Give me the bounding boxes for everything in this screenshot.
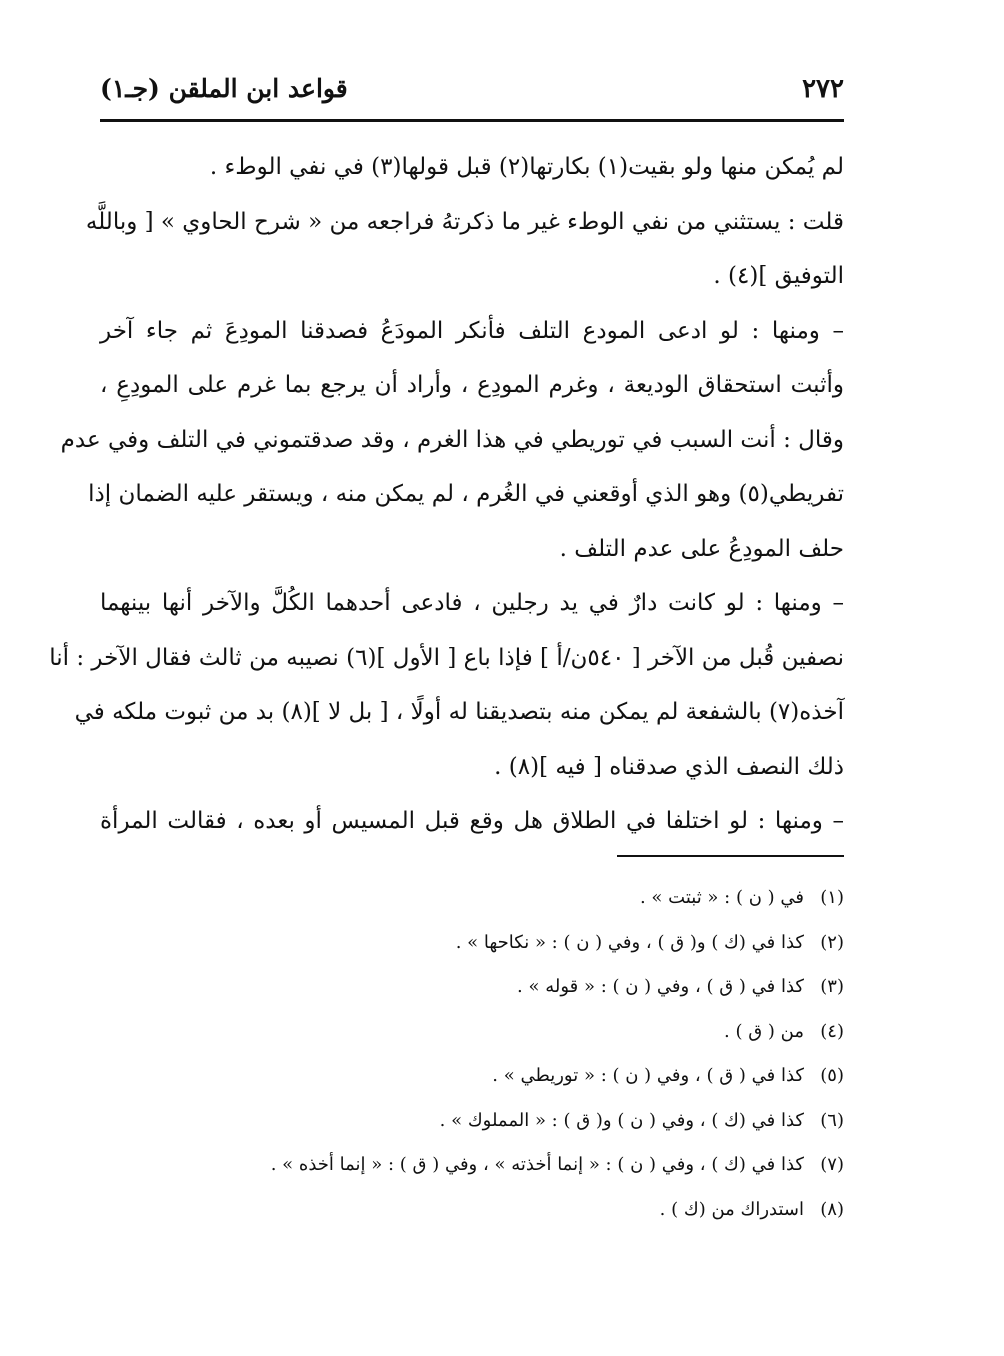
text-line: – ومنها : لو ادعى المودع التلف فأنكر المودَعُ فصدقنا المودِعَ ثم جاء آخر — [100, 317, 844, 344]
header-divider — [100, 119, 844, 122]
footnote — [100, 1010, 844, 1055]
footnote-number: (٢) — [820, 931, 844, 953]
text-line: وأثبت استحقاق الوديعة ، وغرم المودِع ، وأراد أن يرجع بما غرم على المودِعِ ، — [100, 372, 844, 398]
page-number: ٢٧٢ — [802, 74, 844, 104]
footnotes — [100, 876, 844, 1232]
footnote-text: كذا في (ك ) ، وفي ( ن ) : « إنما أخذته » ، وفي ( ق ) : « إنما أخذه » . — [270, 1154, 804, 1175]
footnote — [100, 1143, 844, 1188]
text-line: حلف المودِعُ على عدم التلف . — [559, 535, 844, 562]
footnote — [100, 876, 844, 921]
footnote-number: (٣) — [820, 976, 844, 997]
footnote-text: كذا في (ك ) و( ق ) ، وفي ( ن ) : « نكاحها » . — [455, 931, 804, 953]
footnote — [100, 921, 844, 966]
footnote-number: (١) — [820, 887, 844, 908]
footnote — [100, 1188, 844, 1233]
text-line: تفريطي(٥) وهو الذي أوقعني في الغُرم ، لم يمكن منه ، ويستقر عليه الضمان إذا — [88, 481, 844, 507]
main-text — [49, 140, 844, 849]
footnote-text: استدراك من (ك ) . — [659, 1198, 804, 1220]
footnote — [100, 1099, 844, 1144]
footnote — [100, 965, 844, 1010]
footnote-text: كذا في (ك ) ، وفي ( ن ) و( ق ) : « المملوك » . — [439, 1109, 804, 1131]
text-line: – ومنها : لو كانت دارٌ في يد رجلين ، فادعى أحدهما الكُلَّ والآخر أنها بينهما — [100, 590, 844, 616]
text-line: آخذه(٧) بالشفعة لم يمكن منه بتصديقنا له أولًا ، [ بل لا ](٨) بد من ثبوت ملكه في — [74, 699, 844, 725]
text-line: لم يُمكن منها ولو بقيت(١) بكارتها(٢) قبل قولها(٣) في نفي الوطء . — [209, 154, 844, 180]
footnote-text: من ( ق ) . — [724, 1020, 804, 1042]
footnote-number: (٤) — [820, 1020, 844, 1042]
running-title: قواعد ابن الملقن (جـ١) — [100, 74, 348, 103]
footnote-text: كذا في ( ق ) ، وفي ( ن ) : « توريطي » . — [492, 1065, 804, 1086]
page-header — [100, 72, 844, 120]
footnote-text: كذا في ( ق ) ، وفي ( ن ) : « قوله » . — [517, 976, 804, 997]
footnote-text: في ( ن ) : « ثبتت » . — [639, 887, 804, 908]
text-line: ذلك النصف الذي صدقناه [ فيه ](٨) . — [494, 753, 844, 780]
text-line: – ومنها : لو اختلفا في الطلاق هل وقع قبل المسيس أو بعده ، فقالت المرأة — [100, 808, 844, 834]
text-line: قلت : يستثني من نفي الوطء غير ما ذكرتهُ فراجعه من « شرح الحاوي » [ وباللَّه — [85, 208, 844, 235]
text-line: وقال : أنت السبب في توريطي في هذا الغرم ، وقد صدقتموني في التلف وفي عدم — [60, 426, 844, 453]
footnote-number: (٦) — [820, 1109, 844, 1131]
footnote-divider — [617, 855, 844, 857]
footnote-number: (٧) — [820, 1154, 844, 1175]
footnote-number: (٨) — [820, 1198, 844, 1220]
text-line: نصفين قُبل من الآخر [ ٥٤٠ن/أ ] فإذا باع [ الأول ](٦) نصيبه من ثالث فقال الآخر : أنا — [49, 644, 844, 671]
footnote — [100, 1054, 844, 1099]
footnote-number: (٥) — [820, 1065, 844, 1086]
text-line: التوفيق ](٤) . — [713, 263, 844, 289]
